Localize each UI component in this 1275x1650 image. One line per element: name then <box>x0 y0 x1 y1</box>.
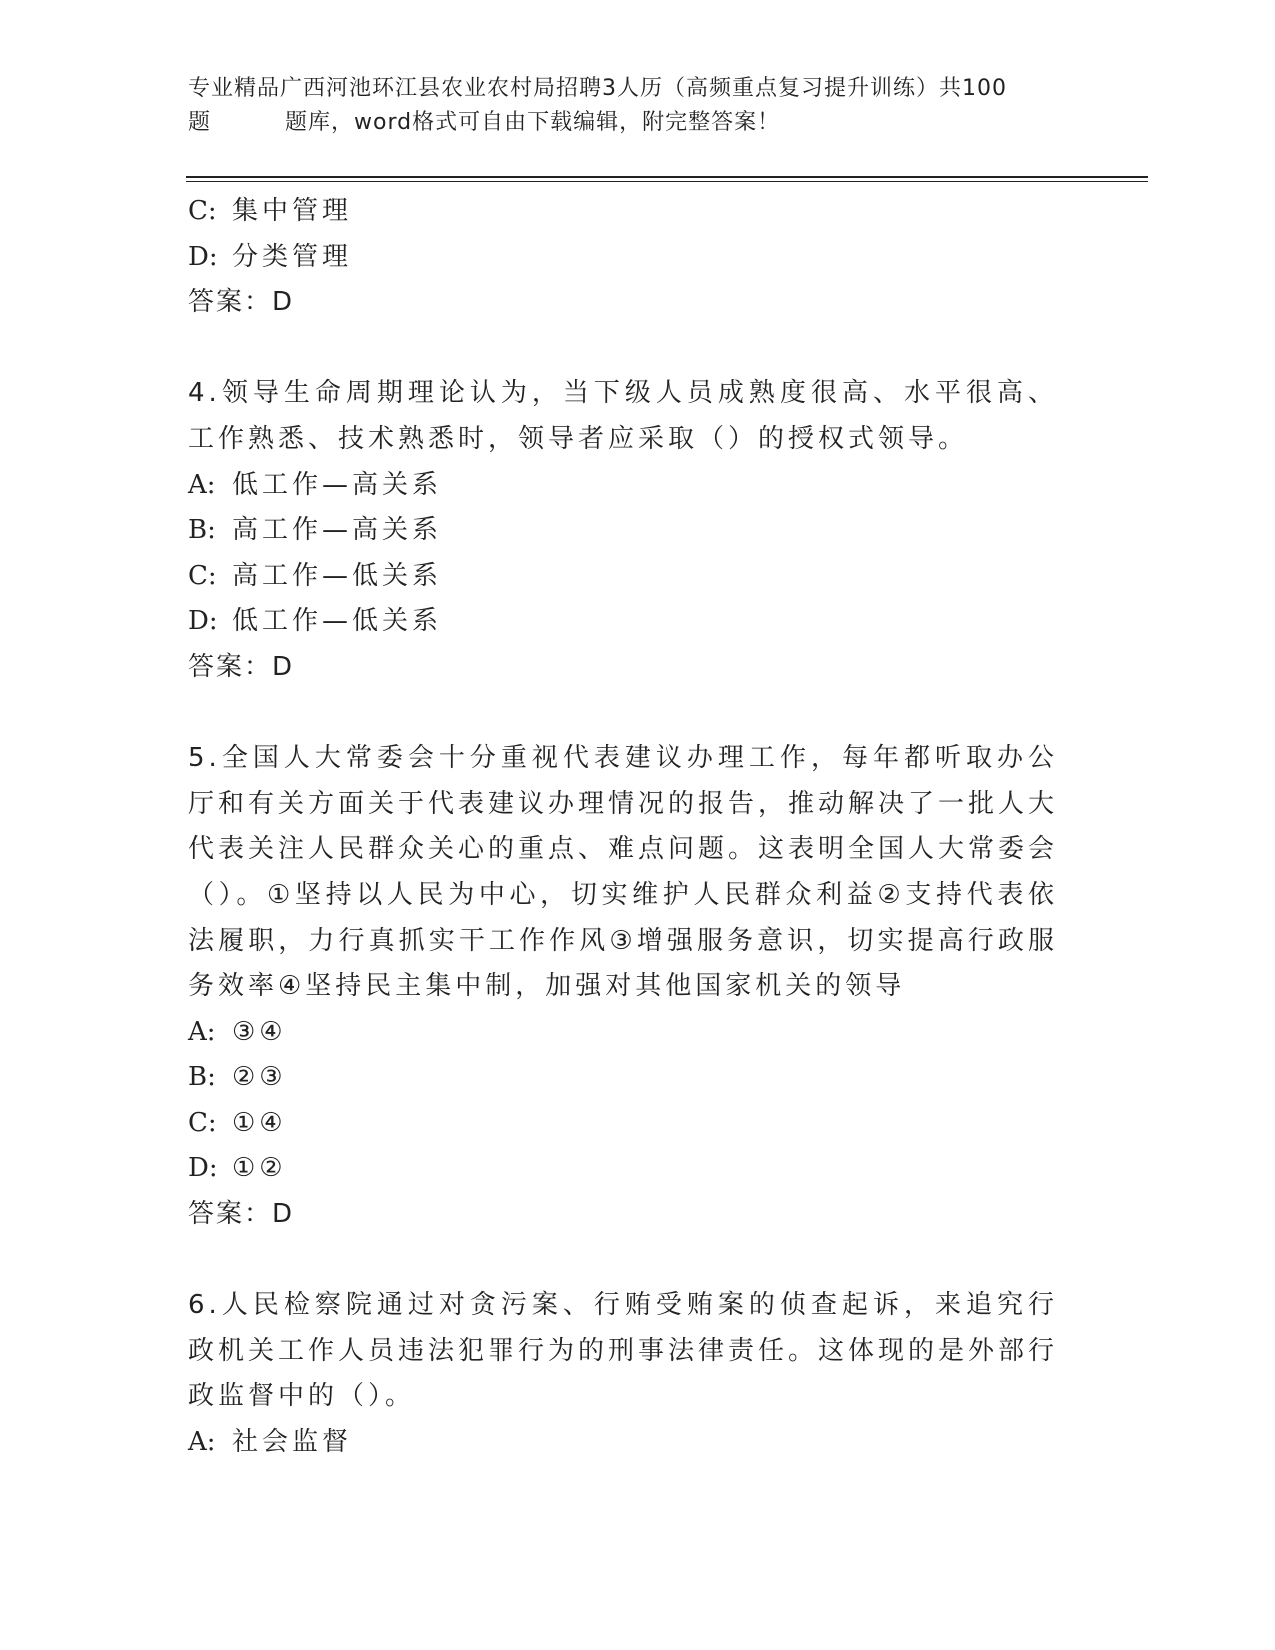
option-row <box>188 1010 1058 1056</box>
document-body <box>188 189 1058 1466</box>
answer-label: 答案： <box>188 287 273 318</box>
option-text: 低工作—低关系 <box>232 606 443 637</box>
answer-value: D <box>272 1199 295 1230</box>
option-key: A: <box>188 1427 216 1458</box>
option-row <box>188 189 1058 235</box>
option-row <box>188 599 1058 645</box>
option-row <box>188 508 1058 554</box>
answer-row <box>188 280 1058 326</box>
answer-value: D <box>272 287 295 318</box>
answer-row <box>188 645 1058 691</box>
document-header <box>188 72 1088 140</box>
option-text: 分类管理 <box>232 241 353 272</box>
option-row <box>188 1420 1058 1466</box>
option-row <box>188 1055 1058 1101</box>
option-text: 低工作—高关系 <box>232 469 443 500</box>
spacer <box>188 1238 1058 1284</box>
option-key: D: <box>188 241 218 272</box>
header-rule-thick <box>186 176 1148 178</box>
header-title-line: 专业精品广西河池环江县农业农村局招聘3人历（高频重点复习提升训练）共100 <box>188 76 1007 101</box>
spacer <box>188 326 1058 372</box>
option-text: 集中管理 <box>232 196 353 226</box>
option-key: C: <box>188 196 217 226</box>
question-text: 4.领导生命周期理论认为，当下级人员成熟度很高、水平很高、工作熟悉、技术熟悉时，领导者应采取（）的授权式领导。 <box>188 378 1058 454</box>
option-row <box>188 1146 1058 1192</box>
option-text: 高工作—低关系 <box>232 560 443 591</box>
option-key: C: <box>188 560 217 591</box>
option-text: ②③ <box>232 1062 287 1093</box>
option-key: B: <box>188 1062 216 1093</box>
option-row <box>188 235 1058 281</box>
option-text: 高工作—高关系 <box>232 515 443 546</box>
question-text: 6.人民检察院通过对贪污案、行贿受贿案的侦查起诉，来追究行政机关工作人员违法犯罪行为的刑事法律责任。这体现的是外部行政监督中的（）。 <box>188 1290 1059 1412</box>
header-subtitle-row <box>188 106 1088 140</box>
spacer <box>188 691 1058 737</box>
header-rule-thin <box>186 181 1148 182</box>
answer-value: D <box>272 651 295 682</box>
option-text: ①② <box>232 1153 287 1184</box>
option-text: ①④ <box>232 1107 287 1138</box>
answer-label: 答案： <box>188 1199 273 1230</box>
option-text: 社会监督 <box>232 1427 353 1458</box>
option-key: A: <box>188 469 216 500</box>
question-text: 5.全国人大常委会十分重视代表建议办理工作，每年都听取办公厅和有关方面关于代表建议办理情况的报告，推动解决了一批人大代表关注人民群众关心的重点、难点问题。这表明全国人大常委会（）。①坚持以人民为中心，切实维护人民群众利益②支持代表依法履职，力行真抓实干工作作风③增强服务意识，切实提高行政服务效率④坚持民主集中制，加强对其他国家机关的领导 <box>188 743 1059 1002</box>
answer-label: 答案： <box>188 651 273 682</box>
header-subtitle-right: 题库，word格式可自由下载编辑，附完整答案！ <box>285 110 781 135</box>
option-key: D: <box>188 1153 218 1184</box>
option-key: A: <box>188 1016 216 1047</box>
option-row <box>188 1101 1058 1147</box>
option-row <box>188 463 1058 509</box>
option-text: ③④ <box>232 1016 287 1047</box>
header-subtitle-left: 题 <box>188 110 212 135</box>
answer-row <box>188 1192 1058 1238</box>
option-key: B: <box>188 515 216 546</box>
option-key: C: <box>188 1107 217 1138</box>
option-row <box>188 554 1058 600</box>
option-key: D: <box>188 606 218 637</box>
